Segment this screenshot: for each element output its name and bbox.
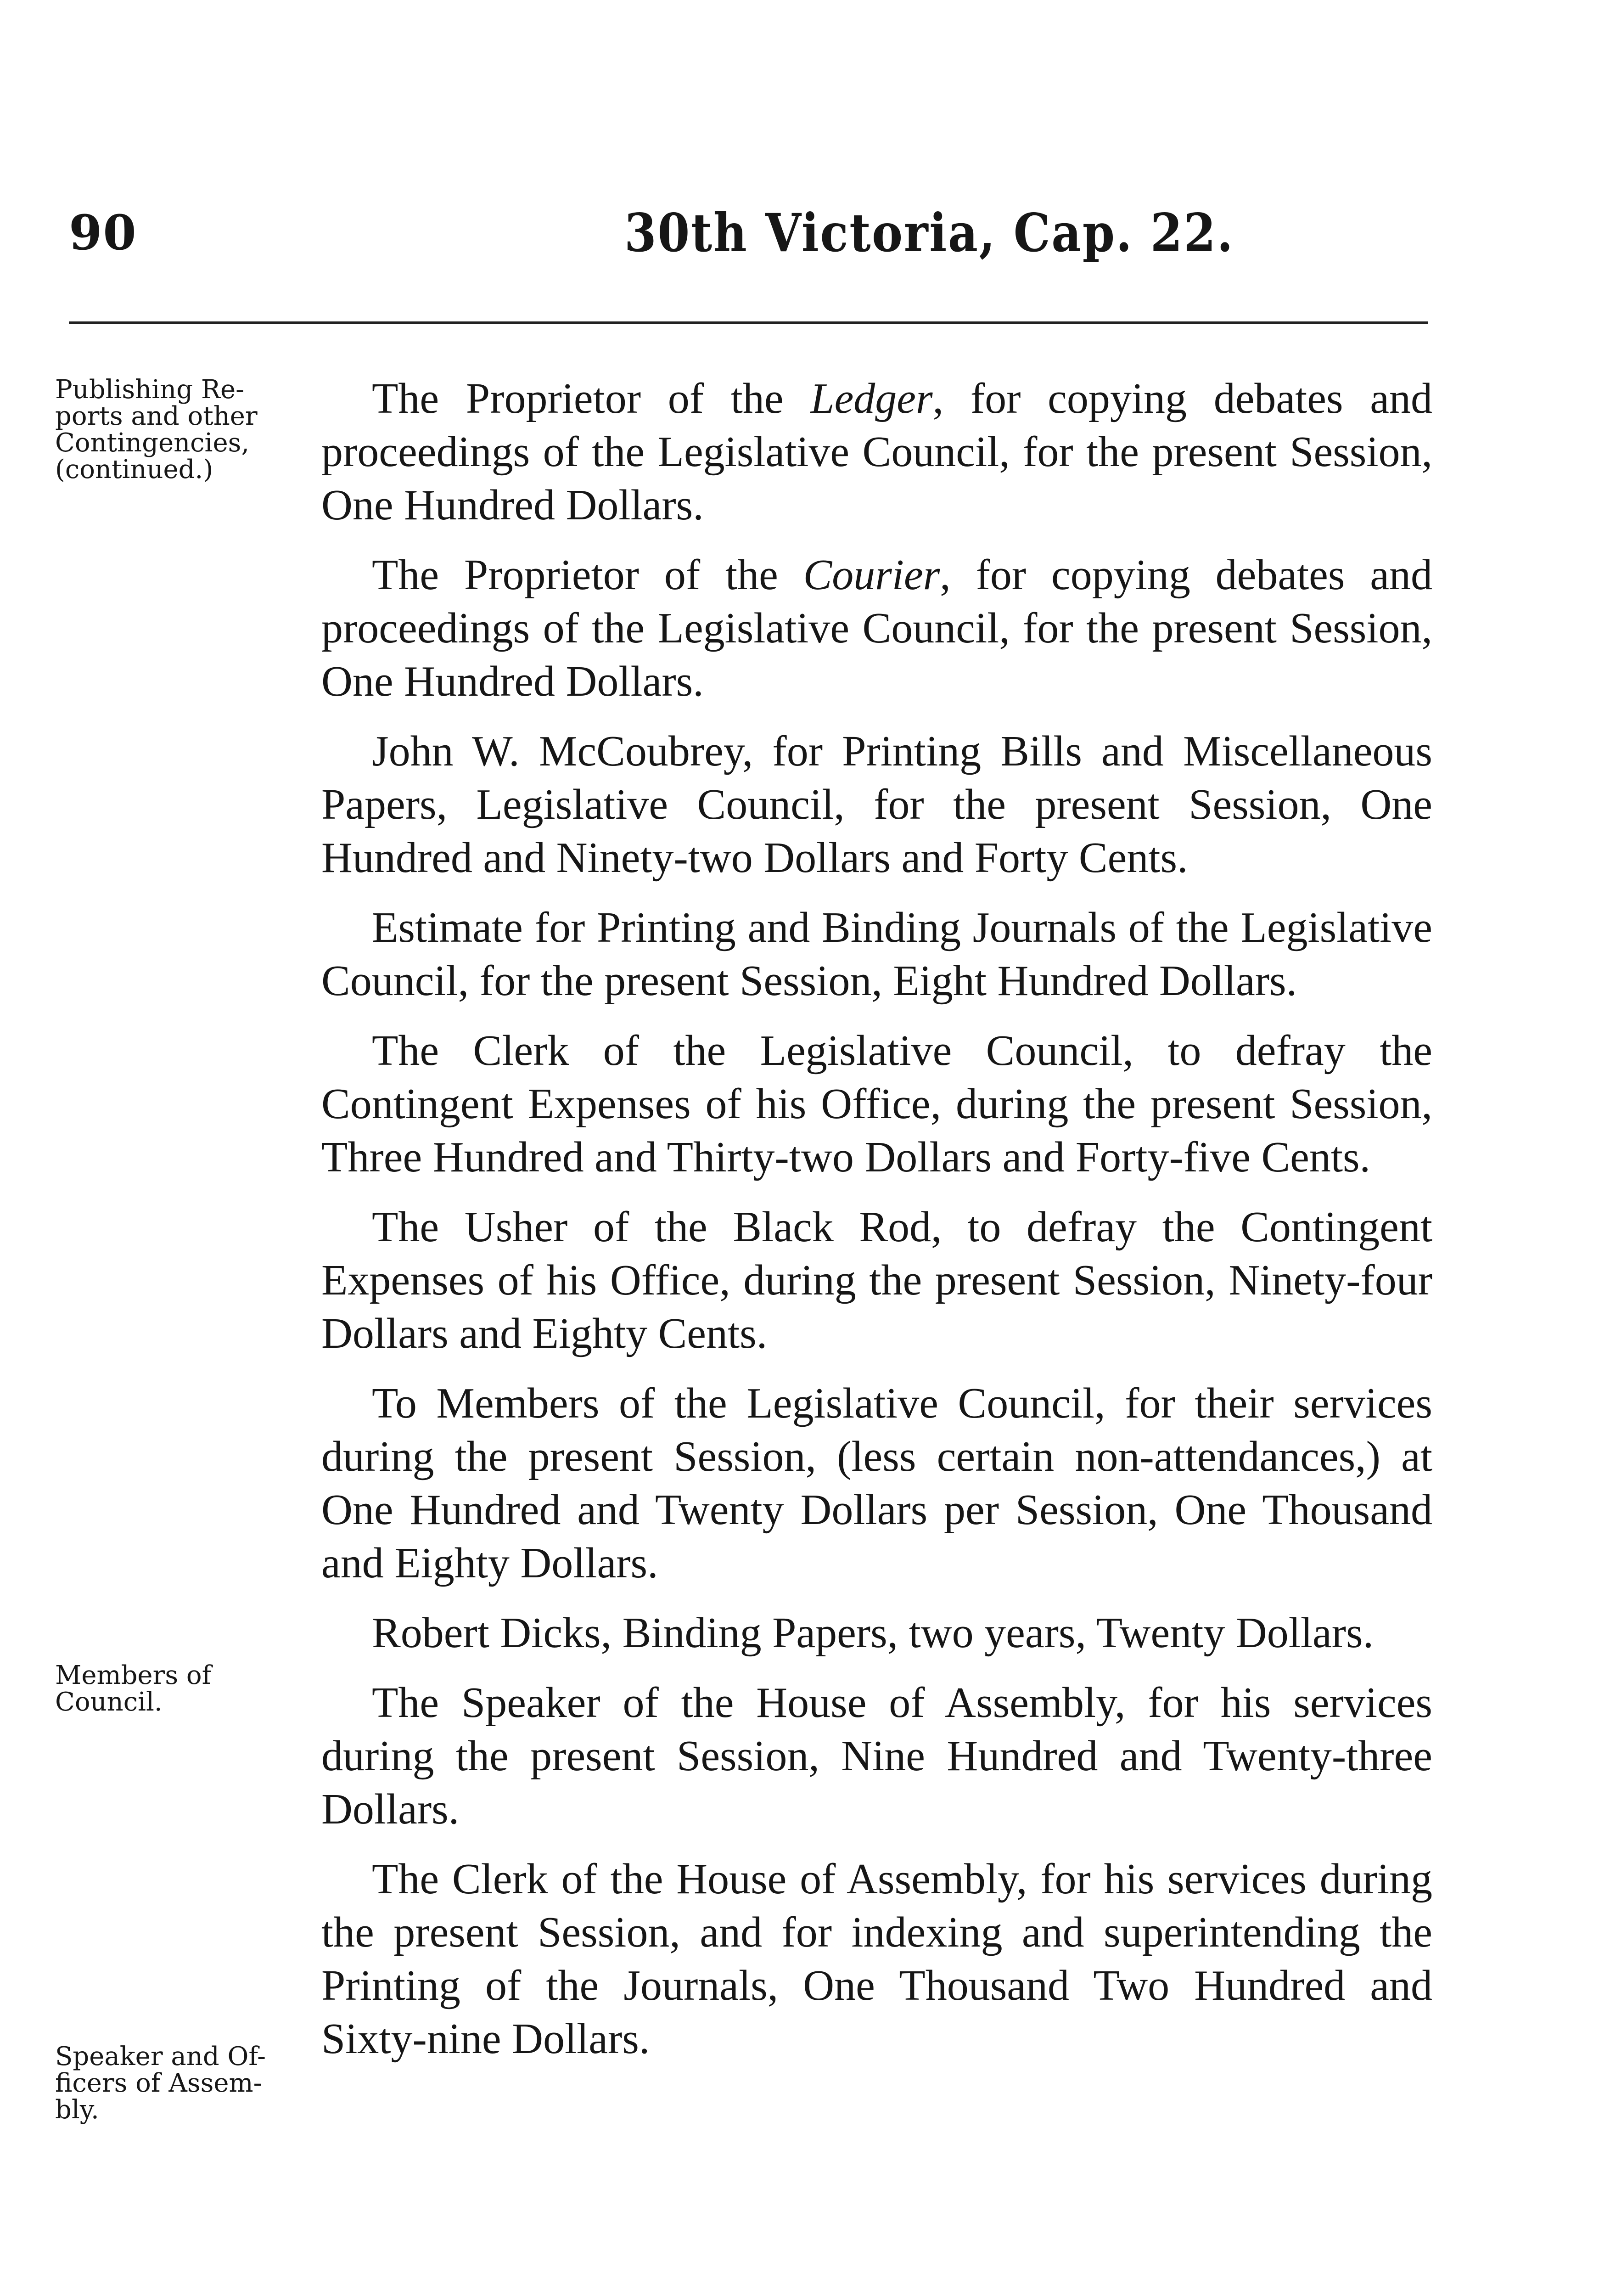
paragraph-clerk-council: The Clerk of the Legislative Council, to defray the Contingent Expenses of his Office, during the present Session, Three Hundred and Thirty-two Dollars and Forty-five Cents. [321, 1027, 1432, 1181]
paragraph-courier [321, 548, 1432, 708]
marginal-note-publishing [55, 377, 312, 483]
marginal-note-speaker [55, 2043, 312, 2123]
page-number: 90 [69, 204, 137, 261]
marginal-line: Contingencies, [55, 428, 250, 458]
marginal-line: (continued.) [55, 455, 213, 484]
newspaper-name: Courier [803, 551, 940, 599]
marginal-line: Publishing Re- [55, 375, 245, 405]
text-run: , for copying debates and proceedings of the Legislative Council, for the present Session, One Hundred Dollars. [321, 551, 1432, 705]
header-rule [69, 321, 1428, 324]
body-text [321, 372, 1432, 2082]
paragraph-speaker-assembly: The Speaker of the House of Assembly, for his services during the present Session, Nine Hundred and Twenty-three Dollars. [321, 1679, 1432, 1833]
paragraph-robert-dicks: Robert Dicks, Binding Papers, two years, Twenty Dollars. [372, 1609, 1374, 1657]
marginal-line: ports and other [55, 401, 258, 431]
paragraph-journals-estimate: Estimate for Printing and Binding Journals of the Legislative Council, for the present Session, Eight Hundred Dollars. [321, 904, 1432, 1005]
paragraph-ledger [321, 372, 1432, 532]
text-run: The Proprietor of the [372, 375, 811, 422]
marginal-line: bly. [55, 2095, 99, 2125]
marginal-line: Council. [55, 1687, 163, 1717]
text-run: , for copying debates and proceedings of the Legislative Council, for the present Session, One Hundred Dollars. [321, 375, 1433, 529]
paragraph-clerk-assembly: The Clerk of the House of Assembly, for his services during the present Session, and for indexing and superintending the Printing of the Journals, One Thousand Two Hundred and Sixty-nine Dollars. [321, 1855, 1432, 2063]
paragraph-mccoubrey: John W. McCoubrey, for Printing Bills and Miscellaneous Papers, Legislative Council, for the present Session, One Hundred and Ninety-two Dollars and Forty Cents. [321, 727, 1432, 882]
text-run: The Proprietor of the [372, 551, 803, 599]
marginal-line: Speaker and Of- [55, 2042, 266, 2071]
newspaper-name: Ledger [810, 375, 933, 422]
paragraph-usher-black-rod: The Usher of the Black Rod, to defray the Contingent Expenses of his Office, during the present Session, Ninety-four Dollars and Eighty Cents. [321, 1203, 1432, 1357]
running-head: 30th Victoria, Cap. 22. [624, 202, 1234, 264]
marginal-note-members [55, 1662, 312, 1716]
marginal-line: ficers of Assem- [55, 2068, 262, 2098]
paragraph-members-council: To Members of the Legislative Council, for their services during the present Session, (less certain non-attendances,) at One Hundred and Twenty Dollars per Session, One Thousand and Eighty Dollars. [321, 1379, 1432, 1587]
marginal-line: Members of [55, 1660, 212, 1690]
